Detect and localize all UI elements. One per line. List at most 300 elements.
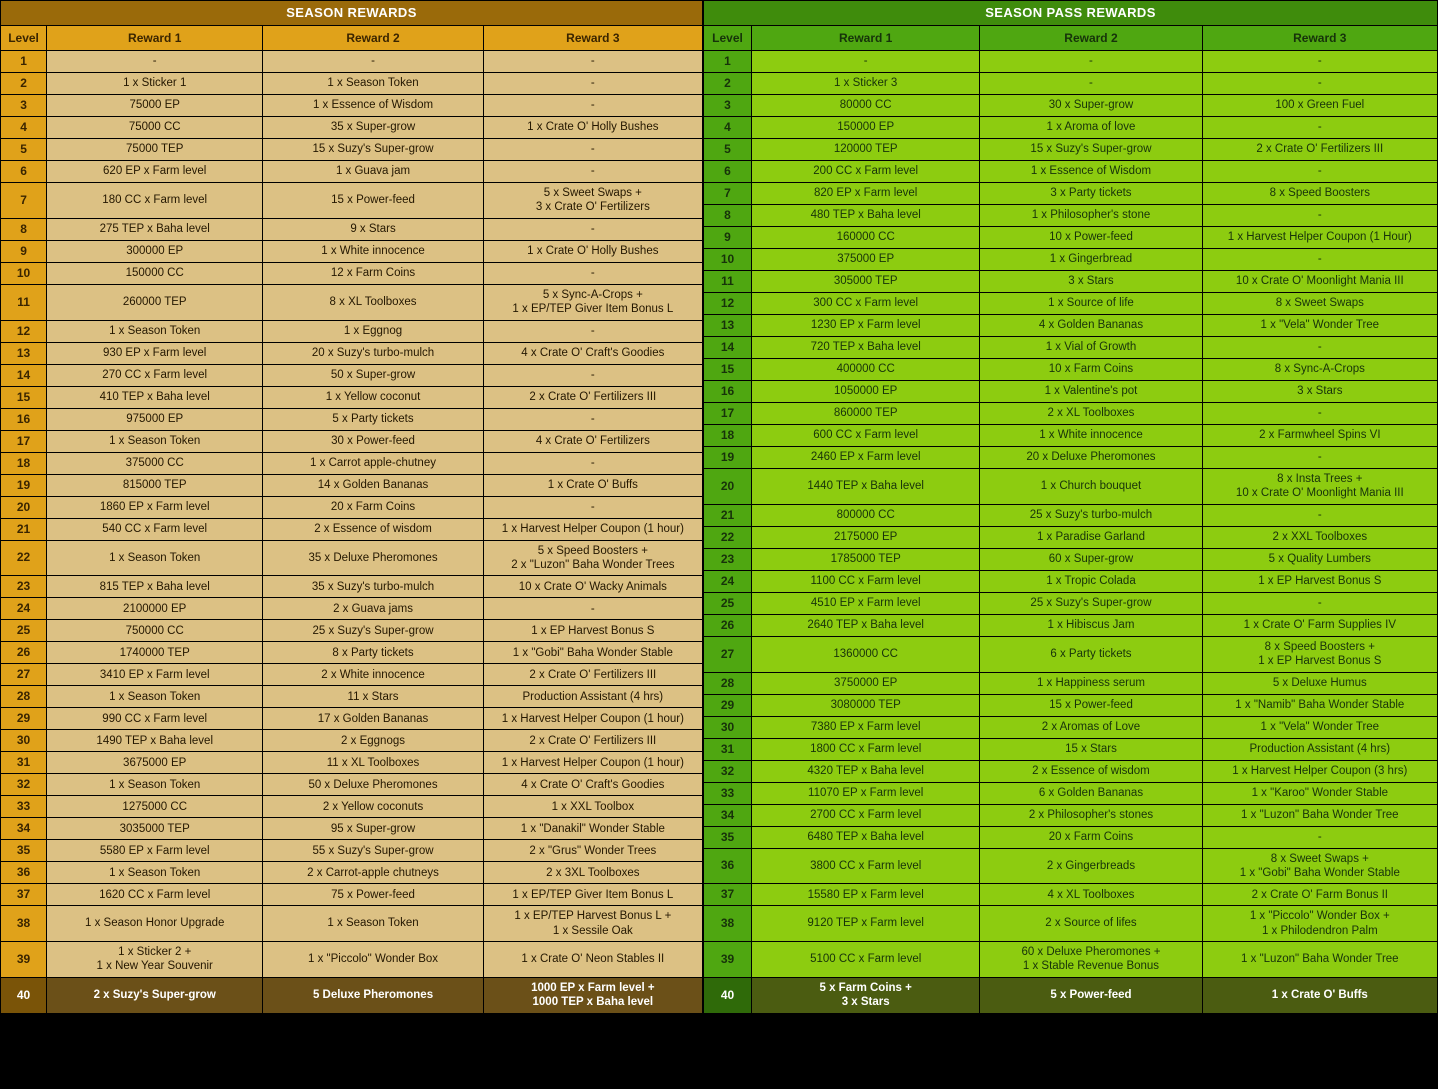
reward-1-cell: 2 x Suzy's Super-grow	[47, 977, 263, 1013]
reward-1-cell: 860000 TEP	[752, 403, 980, 425]
table-row	[1, 95, 703, 117]
reward-3-cell: -	[483, 320, 702, 342]
reward-1-cell: 2700 CC x Farm level	[752, 804, 980, 826]
level-cell: 33	[1, 796, 47, 818]
reward-3-cell: 8 x Sync-A-Crops	[1202, 359, 1437, 381]
right-col-reward-3: Reward 3	[1202, 26, 1437, 51]
reward-1-cell: 3410 EP x Farm level	[47, 664, 263, 686]
reward-2-cell: 2 x XL Toolboxes	[980, 403, 1202, 425]
reward-3-cell: 1 x Harvest Helper Coupon (1 hour)	[483, 518, 702, 540]
reward-3-cell: 5 x Quality Lumbers	[1202, 548, 1437, 570]
reward-1-cell: 15580 EP x Farm level	[752, 884, 980, 906]
table-row	[704, 694, 1438, 716]
table-row	[704, 161, 1438, 183]
reward-2-cell: 2 x Aromas of Love	[980, 716, 1202, 738]
reward-3-cell: -	[1202, 73, 1437, 95]
reward-2-cell: 55 x Suzy's Super-grow	[263, 840, 483, 862]
reward-3-cell: 8 x Speed Boosters + 1 x EP Harvest Bonus S	[1202, 636, 1437, 672]
right-col-reward-1: Reward 1	[752, 26, 980, 51]
level-cell: 24	[1, 598, 47, 620]
reward-1-cell: 11070 EP x Farm level	[752, 782, 980, 804]
reward-2-cell: 5 x Power-feed	[980, 977, 1202, 1013]
reward-2-cell: 10 x Power-feed	[980, 227, 1202, 249]
table-row	[704, 504, 1438, 526]
reward-1-cell: 1 x Season Token	[47, 862, 263, 884]
right-header-row	[704, 26, 1438, 51]
reward-2-cell: 3 x Party tickets	[980, 183, 1202, 205]
level-cell: 1	[704, 51, 752, 73]
level-cell: 22	[704, 526, 752, 548]
level-cell: 2	[1, 73, 47, 95]
reward-3-cell: 100 x Green Fuel	[1202, 95, 1437, 117]
reward-3-cell: 10 x Crate O' Wacky Animals	[483, 576, 702, 598]
table-row	[704, 977, 1438, 1013]
table-row	[1, 942, 703, 978]
table-row	[704, 293, 1438, 315]
table-row	[704, 271, 1438, 293]
reward-1-cell: 305000 TEP	[752, 271, 980, 293]
reward-2-cell: 2 x White innocence	[263, 664, 483, 686]
table-row	[1, 262, 703, 284]
level-cell: 6	[1, 161, 47, 183]
reward-1-cell: 1 x Season Token	[47, 774, 263, 796]
reward-2-cell: 2 x Eggnogs	[263, 730, 483, 752]
table-row	[1, 518, 703, 540]
level-cell: 8	[1, 218, 47, 240]
reward-2-cell: 25 x Suzy's turbo-mulch	[980, 504, 1202, 526]
reward-1-cell: 275 TEP x Baha level	[47, 218, 263, 240]
reward-1-cell: 1 x Season Token	[47, 430, 263, 452]
table-row	[1, 664, 703, 686]
level-cell: 21	[704, 504, 752, 526]
level-cell: 34	[1, 818, 47, 840]
reward-3-cell: 1 x "Vela" Wonder Tree	[1202, 315, 1437, 337]
reward-2-cell: 75 x Power-feed	[263, 884, 483, 906]
reward-1-cell: 300 CC x Farm level	[752, 293, 980, 315]
table-row	[704, 782, 1438, 804]
reward-3-cell: 1 x "Piccolo" Wonder Box + 1 x Philodendron Palm	[1202, 906, 1437, 942]
reward-2-cell: 1 x Hibiscus Jam	[980, 614, 1202, 636]
reward-1-cell: 815000 TEP	[47, 474, 263, 496]
reward-1-cell: -	[47, 51, 263, 73]
level-cell: 26	[704, 614, 752, 636]
reward-2-cell: 30 x Super-grow	[980, 95, 1202, 117]
reward-3-cell: 8 x Insta Trees + 10 x Crate O' Moonlight Mania III	[1202, 469, 1437, 505]
table-row	[1, 284, 703, 320]
table-row	[704, 359, 1438, 381]
reward-3-cell: Production Assistant (4 hrs)	[1202, 738, 1437, 760]
reward-3-cell: 8 x Sweet Swaps	[1202, 293, 1437, 315]
level-cell: 32	[1, 774, 47, 796]
level-cell: 34	[704, 804, 752, 826]
table-row	[1, 496, 703, 518]
reward-1-cell: 720 TEP x Baha level	[752, 337, 980, 359]
level-cell: 4	[704, 117, 752, 139]
level-cell: 3	[1, 95, 47, 117]
reward-3-cell: 2 x Crate O' Fertilizers III	[483, 664, 702, 686]
reward-1-cell: 7380 EP x Farm level	[752, 716, 980, 738]
reward-2-cell: 1 x Essence of Wisdom	[263, 95, 483, 117]
reward-2-cell: 1 x Gingerbread	[980, 249, 1202, 271]
table-row	[1, 139, 703, 161]
reward-1-cell: 3035000 TEP	[47, 818, 263, 840]
level-cell: 33	[704, 782, 752, 804]
reward-3-cell: -	[1202, 249, 1437, 271]
reward-3-cell: -	[483, 51, 702, 73]
level-cell: 35	[704, 826, 752, 848]
reward-2-cell: 11 x Stars	[263, 686, 483, 708]
level-cell: 6	[704, 161, 752, 183]
level-cell: 20	[1, 496, 47, 518]
reward-2-cell: 2 x Philosopher's stones	[980, 804, 1202, 826]
reward-1-cell: 75000 EP	[47, 95, 263, 117]
level-cell: 5	[704, 139, 752, 161]
reward-3-cell: 2 x Farmwheel Spins VI	[1202, 425, 1437, 447]
reward-1-cell: 480 TEP x Baha level	[752, 205, 980, 227]
table-row	[704, 205, 1438, 227]
reward-1-cell: 5 x Farm Coins + 3 x Stars	[752, 977, 980, 1013]
reward-1-cell: 375000 CC	[47, 452, 263, 474]
reward-1-cell: 120000 TEP	[752, 139, 980, 161]
table-row	[704, 804, 1438, 826]
reward-2-cell: 6 x Golden Bananas	[980, 782, 1202, 804]
level-cell: 37	[704, 884, 752, 906]
reward-3-cell: 1 x "Namib" Baha Wonder Stable	[1202, 694, 1437, 716]
reward-2-cell: 95 x Super-grow	[263, 818, 483, 840]
table-row	[1, 386, 703, 408]
reward-2-cell: 11 x XL Toolboxes	[263, 752, 483, 774]
reward-2-cell: 10 x Farm Coins	[980, 359, 1202, 381]
reward-1-cell: 1050000 EP	[752, 381, 980, 403]
reward-3-cell: -	[483, 262, 702, 284]
reward-3-cell: -	[483, 452, 702, 474]
level-cell: 8	[704, 205, 752, 227]
table-row	[1, 708, 703, 730]
reward-1-cell: 1785000 TEP	[752, 548, 980, 570]
table-row	[1, 183, 703, 219]
reward-1-cell: 2175000 EP	[752, 526, 980, 548]
level-cell: 9	[1, 240, 47, 262]
reward-3-cell: -	[483, 496, 702, 518]
level-cell: 17	[1, 430, 47, 452]
reward-3-cell: 1 x Crate O' Buffs	[483, 474, 702, 496]
reward-2-cell: 30 x Power-feed	[263, 430, 483, 452]
left-col-reward-3: Reward 3	[483, 26, 702, 51]
table-row	[1, 73, 703, 95]
reward-1-cell: 150000 CC	[47, 262, 263, 284]
reward-3-cell: 4 x Crate O' Fertilizers	[483, 430, 702, 452]
reward-3-cell: 1 x "Danakil" Wonder Stable	[483, 818, 702, 840]
reward-3-cell: -	[1202, 447, 1437, 469]
reward-2-cell: 15 x Suzy's Super-grow	[263, 139, 483, 161]
reward-1-cell: 750000 CC	[47, 620, 263, 642]
reward-2-cell: 20 x Suzy's turbo-mulch	[263, 342, 483, 364]
level-cell: 16	[704, 381, 752, 403]
reward-1-cell: 600 CC x Farm level	[752, 425, 980, 447]
level-cell: 10	[704, 249, 752, 271]
reward-2-cell: 1 x Vial of Growth	[980, 337, 1202, 359]
table-row	[704, 469, 1438, 505]
reward-1-cell: 4510 EP x Farm level	[752, 592, 980, 614]
reward-3-cell: 1 x Crate O' Holly Bushes	[483, 117, 702, 139]
level-cell: 39	[1, 942, 47, 978]
level-cell: 16	[1, 408, 47, 430]
reward-1-cell: 1860 EP x Farm level	[47, 496, 263, 518]
level-cell: 13	[704, 315, 752, 337]
level-cell: 21	[1, 518, 47, 540]
reward-2-cell: 1 x Aroma of love	[980, 117, 1202, 139]
reward-2-cell: 5 x Party tickets	[263, 408, 483, 430]
table-row	[1, 474, 703, 496]
level-cell: 31	[704, 738, 752, 760]
table-row	[1, 818, 703, 840]
table-row	[704, 614, 1438, 636]
reward-3-cell: 4 x Crate O' Craft's Goodies	[483, 342, 702, 364]
level-cell: 18	[704, 425, 752, 447]
reward-2-cell: 1 x Eggnog	[263, 320, 483, 342]
reward-1-cell: 1440 TEP x Baha level	[752, 469, 980, 505]
reward-1-cell: 820 EP x Farm level	[752, 183, 980, 205]
reward-3-cell: 1 x Harvest Helper Coupon (3 hrs)	[1202, 760, 1437, 782]
reward-2-cell: 15 x Suzy's Super-grow	[980, 139, 1202, 161]
reward-1-cell: 160000 CC	[752, 227, 980, 249]
reward-3-cell: 1 x Harvest Helper Coupon (1 hour)	[483, 752, 702, 774]
right-col-level: Level	[704, 26, 752, 51]
table-row	[704, 403, 1438, 425]
reward-2-cell: 1 x Source of life	[980, 293, 1202, 315]
reward-3-cell: 1 x Harvest Helper Coupon (1 Hour)	[1202, 227, 1437, 249]
reward-2-cell: 1 x White innocence	[980, 425, 1202, 447]
level-cell: 28	[704, 672, 752, 694]
reward-3-cell: 5 x Speed Boosters + 2 x "Luzon" Baha Wonder Trees	[483, 540, 702, 576]
level-cell: 2	[704, 73, 752, 95]
table-row	[704, 73, 1438, 95]
reward-3-cell: 2 x Crate O' Fertilizers III	[1202, 139, 1437, 161]
reward-2-cell: 35 x Deluxe Pheromones	[263, 540, 483, 576]
reward-1-cell: 1620 CC x Farm level	[47, 884, 263, 906]
reward-2-cell: 60 x Super-grow	[980, 548, 1202, 570]
reward-2-cell: 5 Deluxe Pheromones	[263, 977, 483, 1013]
reward-1-cell: 375000 EP	[752, 249, 980, 271]
reward-3-cell: 1 x "Luzon" Baha Wonder Tree	[1202, 942, 1437, 978]
table-row	[1, 218, 703, 240]
table-row	[1, 342, 703, 364]
reward-3-cell: -	[483, 161, 702, 183]
reward-1-cell: 1275000 CC	[47, 796, 263, 818]
reward-2-cell: 2 x Guava jams	[263, 598, 483, 620]
table-row	[704, 526, 1438, 548]
level-cell: 30	[704, 716, 752, 738]
reward-1-cell: 975000 EP	[47, 408, 263, 430]
reward-1-cell: 270 CC x Farm level	[47, 364, 263, 386]
reward-1-cell: 1 x Sticker 1	[47, 73, 263, 95]
table-row	[704, 447, 1438, 469]
reward-1-cell: 1 x Season Honor Upgrade	[47, 906, 263, 942]
reward-3-cell: 1 x "Gobi" Baha Wonder Stable	[483, 642, 702, 664]
level-cell: 36	[704, 848, 752, 884]
level-cell: 28	[1, 686, 47, 708]
reward-3-cell: 10 x Crate O' Moonlight Mania III	[1202, 271, 1437, 293]
level-cell: 38	[1, 906, 47, 942]
reward-2-cell: 1 x Carrot apple-chutney	[263, 452, 483, 474]
reward-2-cell: 50 x Deluxe Pheromones	[263, 774, 483, 796]
reward-3-cell: 1 x EP Harvest Bonus S	[483, 620, 702, 642]
reward-1-cell: 990 CC x Farm level	[47, 708, 263, 730]
reward-1-cell: 4320 TEP x Baha level	[752, 760, 980, 782]
reward-3-cell: 2 x Crate O' Farm Bonus II	[1202, 884, 1437, 906]
table-row	[1, 240, 703, 262]
reward-2-cell: 15 x Stars	[980, 738, 1202, 760]
reward-3-cell: -	[1202, 205, 1437, 227]
table-row	[1, 430, 703, 452]
reward-2-cell: 1 x Season Token	[263, 906, 483, 942]
reward-2-cell: 1 x Essence of Wisdom	[980, 161, 1202, 183]
reward-1-cell: 5100 CC x Farm level	[752, 942, 980, 978]
table-row	[704, 548, 1438, 570]
level-cell: 36	[1, 862, 47, 884]
table-row	[1, 730, 703, 752]
reward-1-cell: 3080000 TEP	[752, 694, 980, 716]
reward-3-cell: 3 x Stars	[1202, 381, 1437, 403]
reward-2-cell: -	[980, 73, 1202, 95]
table-row	[704, 942, 1438, 978]
table-row	[1, 51, 703, 73]
reward-1-cell: 3800 CC x Farm level	[752, 848, 980, 884]
reward-2-cell: 20 x Deluxe Pheromones	[980, 447, 1202, 469]
table-row	[704, 381, 1438, 403]
reward-3-cell: 2 x 3XL Toolboxes	[483, 862, 702, 884]
reward-2-cell: 4 x XL Toolboxes	[980, 884, 1202, 906]
left-banner-title: SEASON REWARDS	[1, 1, 703, 26]
reward-2-cell: 1 x Guava jam	[263, 161, 483, 183]
reward-1-cell: 1100 CC x Farm level	[752, 570, 980, 592]
reward-3-cell: 1 x "Karoo" Wonder Stable	[1202, 782, 1437, 804]
reward-1-cell: 1 x Sticker 3	[752, 73, 980, 95]
reward-1-cell: 1800 CC x Farm level	[752, 738, 980, 760]
reward-1-cell: 180 CC x Farm level	[47, 183, 263, 219]
table-row	[704, 884, 1438, 906]
reward-1-cell: 75000 TEP	[47, 139, 263, 161]
reward-1-cell: 150000 EP	[752, 117, 980, 139]
reward-3-cell: -	[1202, 403, 1437, 425]
reward-3-cell: 2 x Crate O' Fertilizers III	[483, 730, 702, 752]
reward-2-cell: -	[980, 51, 1202, 73]
reward-1-cell: 2640 TEP x Baha level	[752, 614, 980, 636]
reward-1-cell: 75000 CC	[47, 117, 263, 139]
reward-2-cell: 2 x Essence of wisdom	[980, 760, 1202, 782]
level-cell: 30	[1, 730, 47, 752]
table-row	[1, 320, 703, 342]
level-cell: 15	[704, 359, 752, 381]
level-cell: 23	[1, 576, 47, 598]
table-row	[1, 884, 703, 906]
reward-3-cell: 2 x XXL Toolboxes	[1202, 526, 1437, 548]
level-cell: 5	[1, 139, 47, 161]
reward-1-cell: 80000 CC	[752, 95, 980, 117]
reward-2-cell: 1 x Yellow coconut	[263, 386, 483, 408]
reward-2-cell: 1 x Paradise Garland	[980, 526, 1202, 548]
reward-3-cell: 5 x Sweet Swaps + 3 x Crate O' Fertilizers	[483, 183, 702, 219]
reward-2-cell: 3 x Stars	[980, 271, 1202, 293]
reward-3-cell: -	[1202, 161, 1437, 183]
reward-3-cell: -	[483, 364, 702, 386]
level-cell: 4	[1, 117, 47, 139]
level-cell: 38	[704, 906, 752, 942]
level-cell: 11	[1, 284, 47, 320]
table-row	[1, 840, 703, 862]
reward-1-cell: -	[752, 51, 980, 73]
left-col-reward-1: Reward 1	[47, 26, 263, 51]
reward-2-cell: 1 x "Piccolo" Wonder Box	[263, 942, 483, 978]
reward-3-cell: 1000 EP x Farm level + 1000 TEP x Baha level	[483, 977, 702, 1013]
level-cell: 23	[704, 548, 752, 570]
table-row	[704, 51, 1438, 73]
reward-2-cell: 14 x Golden Bananas	[263, 474, 483, 496]
reward-2-cell: 1 x Season Token	[263, 73, 483, 95]
reward-2-cell: 50 x Super-grow	[263, 364, 483, 386]
reward-1-cell: 540 CC x Farm level	[47, 518, 263, 540]
reward-3-cell: -	[1202, 51, 1437, 73]
table-row	[704, 672, 1438, 694]
reward-1-cell: 620 EP x Farm level	[47, 161, 263, 183]
reward-2-cell: 17 x Golden Bananas	[263, 708, 483, 730]
level-cell: 20	[704, 469, 752, 505]
right-banner-title: SEASON PASS REWARDS	[704, 1, 1438, 26]
table-row	[704, 636, 1438, 672]
reward-1-cell: 3675000 EP	[47, 752, 263, 774]
reward-2-cell: 8 x Party tickets	[263, 642, 483, 664]
reward-1-cell: 400000 CC	[752, 359, 980, 381]
table-row	[1, 752, 703, 774]
table-row	[704, 826, 1438, 848]
reward-1-cell: 200 CC x Farm level	[752, 161, 980, 183]
level-cell: 1	[1, 51, 47, 73]
reward-3-cell: 1 x "Luzon" Baha Wonder Tree	[1202, 804, 1437, 826]
reward-3-cell: -	[1202, 117, 1437, 139]
reward-2-cell: 1 x Tropic Colada	[980, 570, 1202, 592]
left-banner-row	[1, 1, 703, 26]
reward-3-cell: -	[1202, 592, 1437, 614]
reward-1-cell: 1490 TEP x Baha level	[47, 730, 263, 752]
reward-3-cell: -	[1202, 826, 1437, 848]
reward-2-cell: 1 x Valentine's pot	[980, 381, 1202, 403]
table-row	[704, 183, 1438, 205]
table-row	[1, 977, 703, 1013]
reward-3-cell: 1 x EP Harvest Bonus S	[1202, 570, 1437, 592]
reward-3-cell: 1 x XXL Toolbox	[483, 796, 702, 818]
table-row	[1, 540, 703, 576]
table-row	[1, 774, 703, 796]
reward-1-cell: 1 x Season Token	[47, 686, 263, 708]
reward-3-cell: -	[483, 73, 702, 95]
level-cell: 22	[1, 540, 47, 576]
reward-2-cell: 8 x XL Toolboxes	[263, 284, 483, 320]
table-row	[1, 620, 703, 642]
reward-1-cell: 410 TEP x Baha level	[47, 386, 263, 408]
reward-1-cell: 3750000 EP	[752, 672, 980, 694]
level-cell: 24	[704, 570, 752, 592]
level-cell: 9	[704, 227, 752, 249]
level-cell: 26	[1, 642, 47, 664]
level-cell: 12	[704, 293, 752, 315]
table-row	[704, 227, 1438, 249]
left-col-reward-2: Reward 2	[263, 26, 483, 51]
reward-3-cell: 1 x Crate O' Holly Bushes	[483, 240, 702, 262]
level-cell: 35	[1, 840, 47, 862]
table-row	[704, 592, 1438, 614]
table-row	[704, 315, 1438, 337]
level-cell: 13	[1, 342, 47, 364]
